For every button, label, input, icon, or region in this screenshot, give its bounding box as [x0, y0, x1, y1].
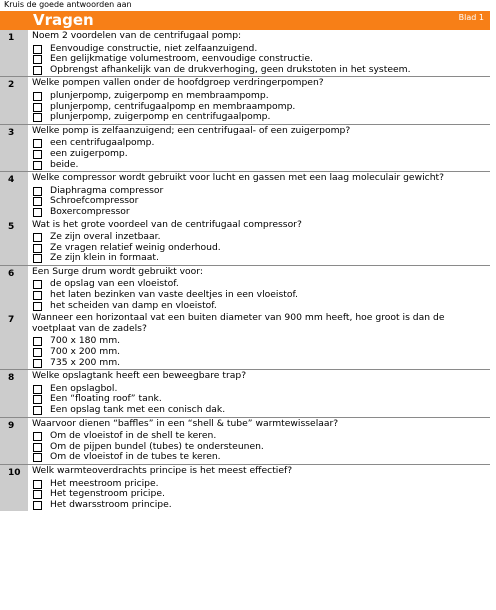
question-text: Wanneer een horizontaal vat een buiten diameter van 900 mm heeft, hoe groot is dan de voetplaat van de zadels? [32, 312, 445, 334]
question-number: 4 [0, 172, 28, 218]
answer-option-label: 700 x 180 mm. [50, 335, 121, 347]
checkbox-icon[interactable] [33, 92, 42, 101]
question-text: Waarvoor dienen “baffles” in een “shell & tube” warmtewisselaar? [32, 417, 339, 429]
checkbox-icon[interactable] [33, 291, 42, 300]
question-6 [0, 265, 490, 312]
answer-option-label: een zuigerpomp. [50, 147, 128, 159]
answer-option-label: beide. [50, 158, 79, 170]
question-number: 6 [0, 266, 28, 312]
question-number: 2 [0, 77, 28, 123]
checkbox-icon[interactable] [33, 103, 42, 112]
question-number: 7 [0, 312, 28, 369]
checkbox-icon[interactable] [33, 453, 42, 462]
question-2 [0, 76, 490, 123]
checkbox-icon[interactable] [33, 348, 42, 357]
question-text: Welke compressor wordt gebruikt voor lucht en gassen met een laag moleculair gewicht? [32, 172, 445, 184]
answer-option-label: Ze vragen relatief weinig onderhoud. [50, 241, 221, 253]
checkbox-icon[interactable] [33, 480, 42, 489]
question-text: Wat is het grote voordeel van de centrifugaal compressor? [32, 218, 302, 230]
question-number: 5 [0, 219, 28, 265]
checkbox-icon[interactable] [33, 197, 42, 206]
checkbox-icon[interactable] [33, 187, 42, 196]
checkbox-icon[interactable] [33, 432, 42, 441]
checkbox-icon[interactable] [33, 337, 42, 346]
checkbox-icon[interactable] [33, 443, 42, 452]
answer-option-label: Om de pijpen bundel (tubes) te ondersteunen. [50, 440, 264, 452]
question-number: 8 [0, 370, 28, 416]
question-body [28, 418, 490, 464]
answer-option-label: Het dwarsstroom principe. [50, 498, 172, 510]
question-text: Welk warmteoverdrachts principe is het meest effectief? [32, 464, 293, 476]
answer-option[interactable] [32, 207, 490, 218]
question-body [28, 370, 490, 416]
answer-option[interactable] [32, 500, 490, 511]
checkbox-icon[interactable] [33, 150, 42, 159]
answer-option-label: plunjerpomp, centrifugaalpomp en membraampomp. [50, 100, 296, 112]
question-number: 3 [0, 125, 28, 171]
checkbox-icon[interactable] [33, 385, 42, 394]
answer-option-label: Het tegenstroom pricipe. [50, 488, 165, 500]
checkbox-icon[interactable] [33, 254, 42, 263]
checkbox-icon[interactable] [33, 244, 42, 253]
answer-option-label: Het meestroom pricipe. [50, 477, 159, 489]
answer-option-label: plunjerpomp, zuigerpomp en centrifugaalpomp. [50, 111, 271, 123]
question-5 [0, 219, 490, 265]
answer-option-label: de opslag van een vloeistof. [50, 278, 179, 290]
answer-option-label: Om de vloeistof in de tubes te keren. [50, 451, 221, 463]
question-text: Welke pompen vallen onder de hoofdgroep verdringerpompen? [32, 77, 324, 89]
checkbox-icon[interactable] [33, 161, 42, 170]
checkbox-icon[interactable] [33, 208, 42, 217]
answer-option-label: plunjerpomp, zuigerpomp en membraampomp. [50, 89, 269, 101]
page-title: Vragen [33, 11, 94, 29]
answer-option[interactable] [32, 405, 490, 416]
question-number: 9 [0, 418, 28, 464]
answer-option[interactable] [32, 253, 490, 264]
checkbox-icon[interactable] [33, 302, 42, 311]
answer-option-label: het scheiden van damp en vloeistof. [50, 299, 217, 311]
question-body [28, 125, 490, 171]
question-number: 1 [0, 30, 28, 76]
answer-option-label: Opbrengst afhankelijk van de drukverhoging, geen drukstoten in het systeem. [50, 63, 411, 75]
answer-option-label: Ze zijn overal inzetbaar. [50, 231, 161, 243]
page-number: Blad 1 [458, 13, 484, 22]
checkbox-icon[interactable] [33, 66, 42, 75]
answer-option-label: Diaphragma compressor [50, 184, 164, 196]
question-4 [0, 171, 490, 218]
question-7 [0, 312, 490, 369]
question-text: Welke pomp is zelfaanzuigend; een centrifugaal- of een zuigerpomp? [32, 124, 351, 136]
answer-option-label: Schroefcompressor [50, 195, 139, 207]
answer-option-label: het laten bezinken van vaste deeltjes in een vloeistof. [50, 289, 298, 301]
answer-option[interactable] [32, 358, 490, 369]
answer-option-label: 735 x 200 mm. [50, 356, 121, 368]
checkbox-icon[interactable] [33, 359, 42, 368]
question-body [28, 30, 490, 76]
checkbox-icon[interactable] [33, 501, 42, 510]
checkbox-icon[interactable] [33, 490, 42, 499]
answer-option-label: Een gelijkmatige volumestroom, eenvoudige constructie. [50, 53, 313, 65]
question-10 [0, 464, 490, 511]
answer-option[interactable] [32, 149, 490, 160]
checkbox-icon[interactable] [33, 45, 42, 54]
question-body [28, 312, 490, 369]
answer-option-label: een centrifugaalpomp. [50, 137, 155, 149]
question-9 [0, 417, 490, 464]
answer-option-label: Een opslag tank met een conisch dak. [50, 404, 226, 415]
header-bar [0, 11, 490, 30]
checkbox-icon[interactable] [33, 139, 42, 148]
answer-option-label: Een opslagbol. [50, 382, 118, 394]
answer-option[interactable] [32, 91, 490, 102]
question-text: Een Surge drum wordt gebruikt voor: [32, 265, 203, 277]
question-body [28, 219, 490, 265]
instruction-text: Kruis de goede antwoorden aan [4, 0, 132, 9]
answer-option-label: Om de vloeistof in de shell te keren. [50, 430, 217, 442]
answer-option[interactable] [32, 112, 490, 123]
question-body [28, 77, 490, 123]
checkbox-icon[interactable] [33, 395, 42, 404]
question-number: 10 [0, 465, 28, 511]
question-text: Welke opslagtank heeft een beweegbare trap? [32, 370, 247, 382]
question-body [28, 266, 490, 312]
answer-option[interactable] [32, 65, 490, 76]
question-body [28, 465, 490, 511]
checkbox-icon[interactable] [33, 233, 42, 242]
answer-option[interactable] [32, 301, 490, 312]
answer-option-label: Eenvoudige constructie, niet zelfaanzuigend. [50, 42, 258, 54]
question-8 [0, 369, 490, 416]
question-3 [0, 124, 490, 171]
answer-option[interactable] [32, 160, 490, 171]
question-text: Noem 2 voordelen van de centrifugaal pomp: [32, 30, 242, 41]
answer-option-label: Boxercompressor [50, 205, 130, 217]
question-1 [0, 30, 490, 76]
answer-option-label: 700 x 200 mm. [50, 346, 121, 358]
question-body [28, 172, 490, 218]
answer-option-label: Ze zijn klein in formaat. [50, 252, 159, 264]
checkbox-icon[interactable] [33, 113, 42, 122]
question-list [0, 30, 490, 511]
answer-option-label: Een “floating roof” tank. [50, 393, 162, 405]
checkbox-icon[interactable] [33, 280, 42, 289]
checkbox-icon[interactable] [33, 406, 42, 415]
answer-option[interactable] [32, 452, 490, 463]
checkbox-icon[interactable] [33, 55, 42, 64]
